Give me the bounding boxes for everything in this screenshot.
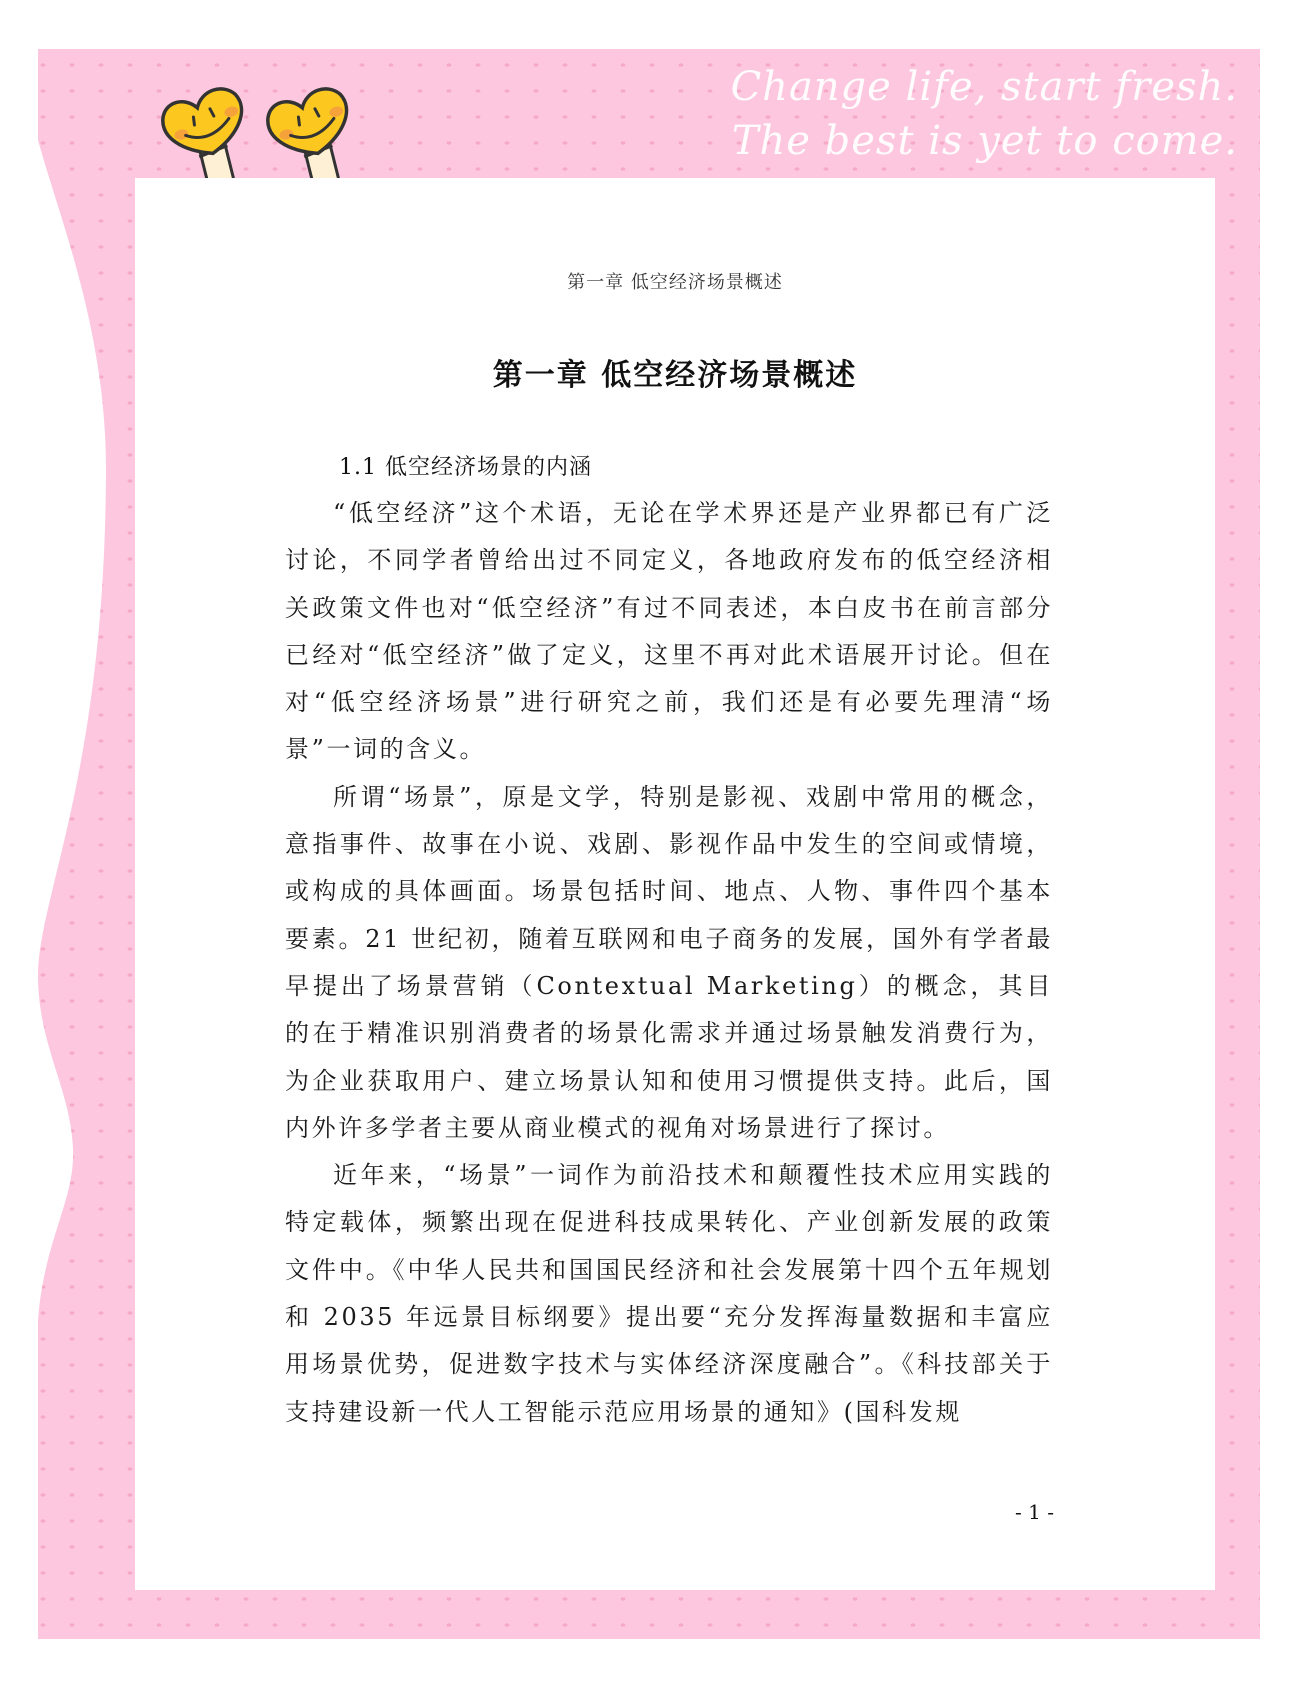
slogan-line-1: Change life, start fresh. <box>730 64 1238 110</box>
page-number: - 1 - <box>1015 1500 1054 1524</box>
paragraph: 所谓“场景”，原是文学，特别是影视、戏剧中常用的概念，意指事件、故事在小说、戏剧、影视作品中发生的空间或情境，或构成的具体画面。场景包括时间、地点、人物、事件四个基本要素。21 世纪初，随着互联网和电子商务的发展，国外有学者最早提出了场景营销（Contextual Marketing）的概念，其目的在于精准识别消费者的场景化需求并通过场景触发消费行为，为企业获取用户、建立场景认知和使用习惯提供支持。此后，国内外许多学者主要从商业模式的视角对场景进行了探讨。 <box>285 782 1053 1142</box>
section-heading: 1.1 低空经济场景的内涵 <box>339 455 592 480</box>
body-text <box>285 490 1053 1436</box>
heart-smiley-sticker-icon <box>158 84 258 184</box>
document-page <box>135 178 1215 1590</box>
chapter-title: 第一章 低空经济场景概述 <box>492 358 858 393</box>
paragraph: “低空经济”这个术语，无论在学术界还是产业界都已有广泛讨论，不同学者曾给出过不同定义，各地政府发布的低空经济相关政策文件也对“低空经济”有过不同表述，本白皮书在前言部分已经对“低空经济”做了定义，这里不再对此术语展开讨论。但在对“低空经济场景”进行研究之前，我们还是有必要先理清“场景”一词的含义。 <box>285 499 1053 764</box>
running-head: 第一章 低空经济场景概述 <box>567 272 783 293</box>
paragraph: 近年来，“场景”一词作为前沿技术和颠覆性技术应用实践的特定载体，频繁出现在促进科技成果转化、产业创新发展的政策文件中。《中华人民共和国国民经济和社会发展第十四个五年规划和 2035 年远景目标纲要》提出要“充分发挥海量数据和丰富应用场景优势，促进数字技术与实体经济深度融合”。《科技部关于支持建设新一代人工智能示范应用场景的通知》(国科发规 <box>285 1161 1053 1426</box>
slogan-line-2: The best is yet to come. <box>731 118 1238 164</box>
heart-smiley-sticker-icon <box>263 84 363 184</box>
